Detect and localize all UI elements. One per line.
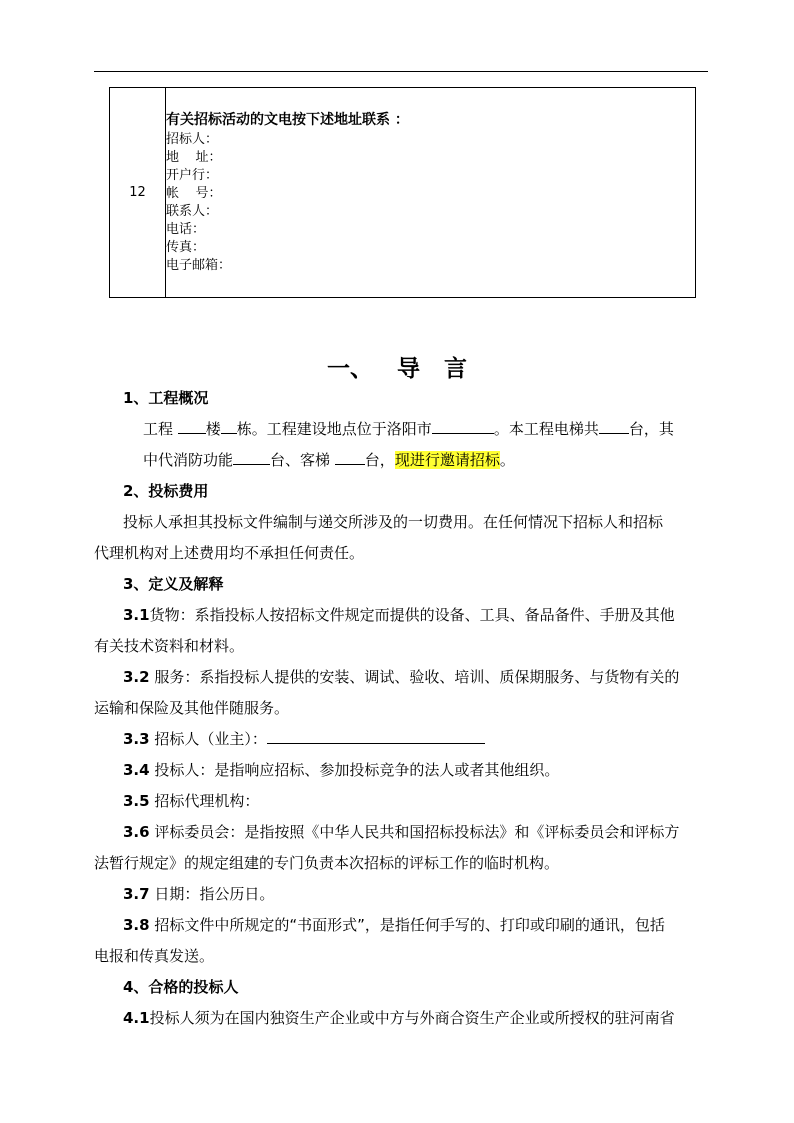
paragraph-line [94, 817, 714, 848]
paragraph-line [94, 910, 714, 941]
contact-line: 帐 号： [166, 185, 222, 201]
paragraph-line: 运输和保险及其他伴随服务。 [94, 699, 290, 717]
contact-lead: 有关招标活动的文电按下述地址联系 ： [166, 111, 409, 128]
clause-number: 3.3 [123, 730, 150, 748]
clause-number: 4.1 [123, 1009, 150, 1027]
contact-line: 传真： [166, 239, 206, 255]
clause-number: 3.4 [123, 761, 150, 779]
section-heading: 2、投标费用 [123, 482, 209, 500]
text: 货物：系指投标人按招标文件规定而提供的设备、工具、备品备件、手册及其他 [149, 606, 675, 624]
text: 投标人须为在国内独资生产企业或中方与外商合资生产企业或所授权的驻河南省 [149, 1009, 675, 1027]
paragraph-line: 法暂行规定》的规定组建的专门负责本次招标的评标工作的临时机构。 [94, 854, 560, 872]
paragraph-line: 投标人承担其投标文件编制与递交所涉及的一切费用。在任何情况下招标人和招标 [123, 513, 664, 531]
text: 。 [499, 451, 515, 469]
text: 台、客梯 [270, 451, 335, 469]
contact-line: 开户行： [166, 167, 219, 183]
text: 评标委员会：是指按照《中华人民共和国招标投标法》和《评标委员会和评标方 [149, 823, 680, 841]
section-heading: 1、工程概况 [123, 389, 209, 407]
paragraph-line [94, 600, 714, 631]
contact-line: 地 址： [166, 149, 222, 165]
clause-number: 3.7 [123, 885, 150, 903]
section-title: 一、 导 言 [326, 356, 468, 382]
text: 中代消防功能 [143, 451, 234, 469]
text: 招标文件中所规定的“书面形式”，是指任何手写的、打印或印刷的通讯，包括 [149, 916, 665, 934]
contact-line: 联系人： [166, 203, 219, 219]
text: 招标代理机构： [149, 792, 260, 810]
text: 栋。工程建设地点位于洛阳市 [236, 420, 432, 438]
paragraph-line [94, 879, 714, 910]
clause-number: 3.1 [123, 606, 150, 624]
paragraph-line [94, 724, 714, 755]
text: 投标人：是指响应招标、参加投标竞争的法人或者其他组织。 [149, 761, 560, 779]
text: 日期：指公历日。 [149, 885, 275, 903]
blank-line [233, 449, 270, 465]
text: 台，其 [628, 420, 674, 438]
paragraph-line [94, 662, 714, 693]
text: 楼 [205, 420, 221, 438]
contact-line: 电子邮箱： [166, 257, 232, 273]
blank-line [221, 418, 237, 434]
row-number: 12 [110, 88, 166, 298]
text: 。本工程电梯共 [493, 420, 599, 438]
paragraph-line: 有关技术资料和材料。 [94, 637, 245, 655]
paragraph-line [94, 445, 714, 476]
section-heading: 4、合格的投标人 [123, 978, 239, 996]
paragraph-line [94, 414, 714, 445]
blank-line [267, 728, 485, 744]
blank-line [335, 449, 365, 465]
text: 招标人（业主）： [149, 730, 267, 748]
table-row [110, 88, 696, 298]
highlighted-text: 现进行邀请招标 [394, 451, 500, 469]
paragraph-line: 代理机构对上述费用均不承担任何责任。 [94, 544, 365, 562]
contact-line: 招标人： [166, 131, 219, 147]
blank-line [432, 418, 494, 434]
text: 台， [364, 451, 395, 469]
text: 服务：系指投标人提供的安装、调试、验收、培训、质保期服务、与货物有关的 [149, 668, 680, 686]
clause-number: 3.2 [123, 668, 150, 686]
clause-number: 3.6 [123, 823, 150, 841]
header-rule [94, 71, 708, 72]
text: 工程 [143, 420, 178, 438]
blank-line [178, 418, 206, 434]
contact-table [109, 87, 696, 298]
clause-number: 3.8 [123, 916, 150, 934]
clause-number: 3.5 [123, 792, 150, 810]
blank-line [599, 418, 629, 434]
contact-cell [166, 88, 696, 298]
paragraph-line [94, 755, 714, 786]
paragraph-line [94, 1003, 714, 1034]
paragraph-line: 电报和传真发送。 [94, 947, 215, 965]
section-heading: 3、定义及解释 [123, 575, 224, 593]
contact-line: 电话： [166, 221, 206, 237]
paragraph-line [94, 786, 714, 817]
document-body [94, 383, 714, 1034]
